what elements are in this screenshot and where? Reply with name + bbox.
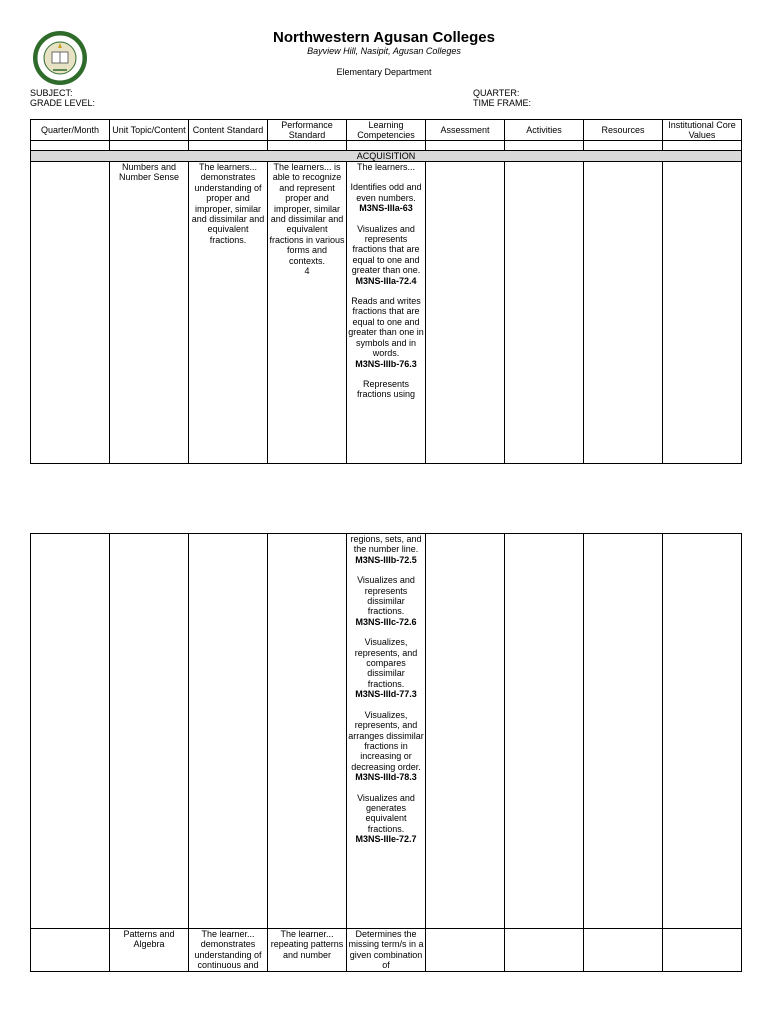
competency-code: M3NS-IIIc-72.6 bbox=[355, 616, 417, 627]
competency-text: regions, sets, and the number line. bbox=[350, 534, 422, 555]
learning-competencies bbox=[347, 534, 425, 845]
curriculum-map-table-continued bbox=[30, 533, 742, 972]
competency-text: Visualizes and represents fractions that are equal to one and greater than one. bbox=[351, 223, 421, 276]
quarter-label: QUARTER: bbox=[473, 88, 520, 98]
unit-topic: Patterns and Algebra bbox=[123, 929, 175, 950]
competency-code: M3NS-IIIa-72.4 bbox=[355, 275, 417, 286]
acquisition-row bbox=[31, 151, 742, 162]
curriculum-map-table bbox=[30, 119, 742, 464]
column-header: Quarter/Month bbox=[31, 120, 110, 141]
blank-row bbox=[31, 141, 742, 151]
competency-text: Reads and writes fractions that are equal to one and greater than one in symbols and in words. bbox=[348, 296, 424, 359]
time-frame-label: TIME FRAME: bbox=[473, 98, 531, 108]
column-header: Activities bbox=[505, 120, 584, 141]
competency-text: Identifies odd and even numbers. bbox=[350, 182, 422, 203]
competency-code: M3NS-IIId-78.3 bbox=[355, 772, 417, 783]
table-row bbox=[31, 929, 742, 972]
table-row bbox=[31, 162, 742, 464]
column-header: Content Standard bbox=[189, 120, 268, 141]
school-name: Northwestern Agusan Colleges bbox=[273, 29, 495, 46]
competency-text: Visualizes, represents, and compares dissimilar fractions. bbox=[354, 637, 418, 689]
column-header: Learning Competencies bbox=[347, 120, 426, 141]
column-header: Assessment bbox=[426, 120, 505, 141]
competency-text: Represents fractions using bbox=[356, 378, 416, 400]
content-standard: The learners... demonstrates understanding of proper and improper, similar and dissimilar and equivalent fractions. bbox=[191, 162, 265, 245]
competency-text: Determines the missing term/s in a given combination of bbox=[348, 929, 424, 971]
competency-text: Visualizes, represents, and arranges dissimilar fractions in increasing or decreasing order. bbox=[348, 709, 424, 772]
column-header: Unit Topic/Content bbox=[110, 120, 189, 141]
unit-topic: Numbers and Number Sense bbox=[118, 162, 180, 183]
subject-label: SUBJECT: bbox=[30, 88, 73, 98]
table-header-row bbox=[31, 120, 742, 141]
learning-competencies bbox=[347, 162, 425, 400]
column-header: Institutional Core Values bbox=[663, 120, 742, 141]
table-row bbox=[31, 534, 742, 929]
competency-text: Visualizes and represents dissimilar fractions. bbox=[357, 575, 415, 617]
performance-standard: The learner... repeating patterns and number bbox=[270, 929, 344, 960]
content-standard: The learner... demonstrates understanding of continuous and bbox=[194, 929, 262, 971]
performance-standard: The learners... is able to recognize and represent proper and improper, similar and dissimilar and equivalent fractions in various forms and contexts. 4 bbox=[269, 162, 345, 277]
competency-text: Visualizes and generates equivalent fractions. bbox=[357, 792, 415, 834]
competency-code: M3NS-IIIa-63 bbox=[359, 203, 413, 214]
competency-code: M3NS-IIIb-72.5 bbox=[355, 554, 417, 565]
acquisition-label: ACQUISITION bbox=[31, 151, 742, 162]
column-header: Resources bbox=[584, 120, 663, 141]
competency-code: M3NS-IIIe-72.7 bbox=[355, 834, 417, 845]
department-name: Elementary Department bbox=[336, 67, 432, 77]
competency-intro: The learners... bbox=[356, 162, 416, 172]
column-header: Performance Standard bbox=[268, 120, 347, 141]
grade-level-label: GRADE LEVEL: bbox=[30, 98, 96, 108]
school-address: Bayview Hill, Nasipit, Agusan Colleges bbox=[307, 46, 461, 56]
competency-code: M3NS-IIIb-76.3 bbox=[355, 358, 417, 369]
competency-code: M3NS-IIId-77.3 bbox=[355, 689, 417, 700]
